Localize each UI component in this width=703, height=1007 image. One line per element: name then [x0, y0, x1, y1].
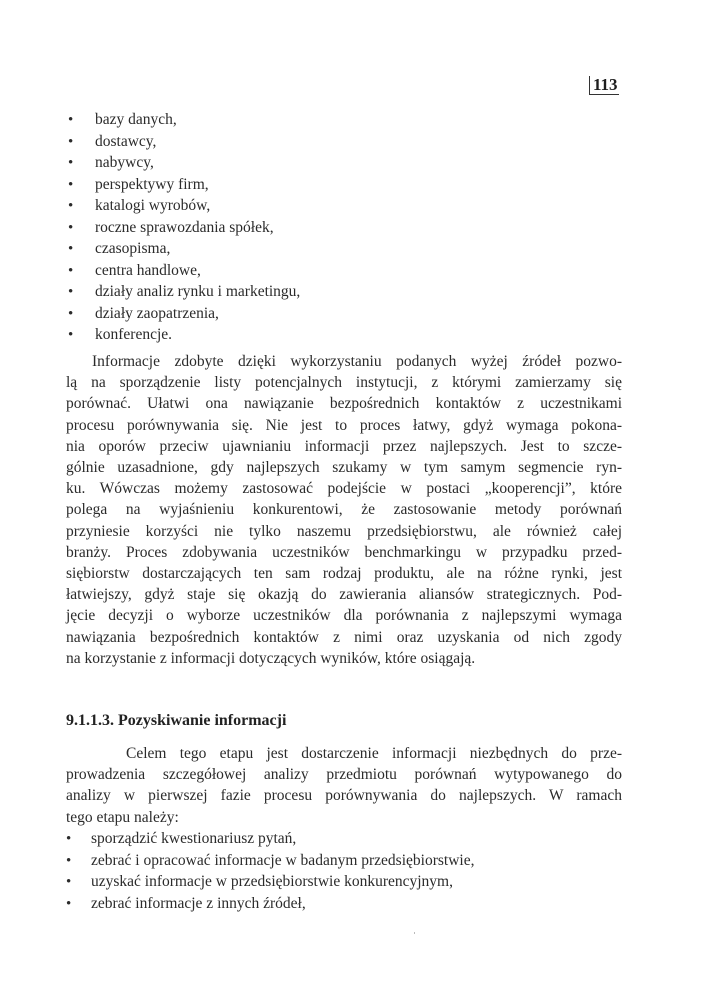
- text-line: prowadzenia szczegółowej analizy przedmiotu porównań wytypowanego do: [66, 766, 622, 784]
- text-line: analizy w pierwszej fazie procesu porównywania do najlepszych. W ramach: [66, 787, 622, 805]
- bullet-icon: •: [68, 241, 74, 257]
- bullet-icon: •: [68, 262, 74, 279]
- text-line: na korzystanie z informacji dotyczących wyników, które osiągają.: [66, 649, 476, 667]
- text-line: porównać. Ułatwi ona nawiązanie bezpośrednich kontaktów z uczestnikami: [66, 395, 622, 413]
- bullet-icon: •: [66, 831, 72, 847]
- text-line: tego etapu należy:: [66, 808, 179, 826]
- bullet-icon: •: [68, 305, 74, 322]
- text-line: branży. Proces zdobywania uczestników benchmarkingu w przypadku przed-: [66, 543, 622, 561]
- bullet-icon: •: [68, 112, 74, 128]
- text-line: jęcie decyzji o wyborze uczestników dla porównania z najlepszymi wymaga: [66, 607, 622, 625]
- text-line: nawiązania bezpośrednich kontaktów z nimi oraz uzyskania od nich zgody: [66, 628, 622, 646]
- bullet-icon: •: [68, 284, 74, 300]
- text-line: lą na sporządzenie listy potencjalnych instytucji, z którymi zamierzamy się: [66, 374, 622, 392]
- bullet-icon: •: [66, 874, 72, 890]
- text-line: nia oporów przeciw ujawnianiu informacji przez najlepszych. Jest to szcze-: [66, 437, 622, 455]
- text-line: gólnie uzasadnione, gdy najlepszych szukamy w tym samym segmencie ryn-: [66, 459, 622, 476]
- text-line: procesu porównywania się. Nie jest to proces łatwy, gdyż wymaga pokona-: [66, 416, 622, 434]
- bullet-icon: •: [68, 155, 74, 171]
- bullet-icon: •: [68, 176, 74, 193]
- bullet-icon: •: [66, 852, 72, 869]
- text-line: Informacje zdobyte dzięki wykorzystaniu podanych wyżej źródeł pozwo-: [92, 353, 622, 370]
- page-number: 113: [589, 76, 619, 95]
- scan-speck: [414, 932, 415, 934]
- section-heading: 9.1.1.3. Pozyskiwanie informacji: [66, 712, 287, 729]
- text-line: łatwiejszy, gdyż staje się okazją do zawierania aliansów strategicznych. Pod-: [66, 586, 622, 604]
- bullet-icon: •: [68, 219, 74, 236]
- text-line: ku. Wówczas możemy zastosować podejście w postaci „kooperencji”, które: [66, 480, 622, 498]
- text-line: Celem tego etapu jest dostarczenie informacji niezbędnych do prze-: [126, 745, 622, 762]
- bullet-icon: •: [68, 327, 74, 343]
- bullet-icon: •: [68, 133, 74, 150]
- text-line: przyniesie korzyści nie tylko naszemu przedsiębiorstwu, ale również całej: [66, 522, 622, 540]
- text-line: polega na wyjaśnieniu konkurentowi, że zastosowanie metody porównań: [66, 501, 622, 519]
- bullet-icon: •: [68, 198, 74, 214]
- bullet-icon: •: [66, 895, 72, 912]
- text-line: siębiorstw dostarczających ten sam rodzaj produktu, ale na różne rynki, jest: [66, 565, 622, 582]
